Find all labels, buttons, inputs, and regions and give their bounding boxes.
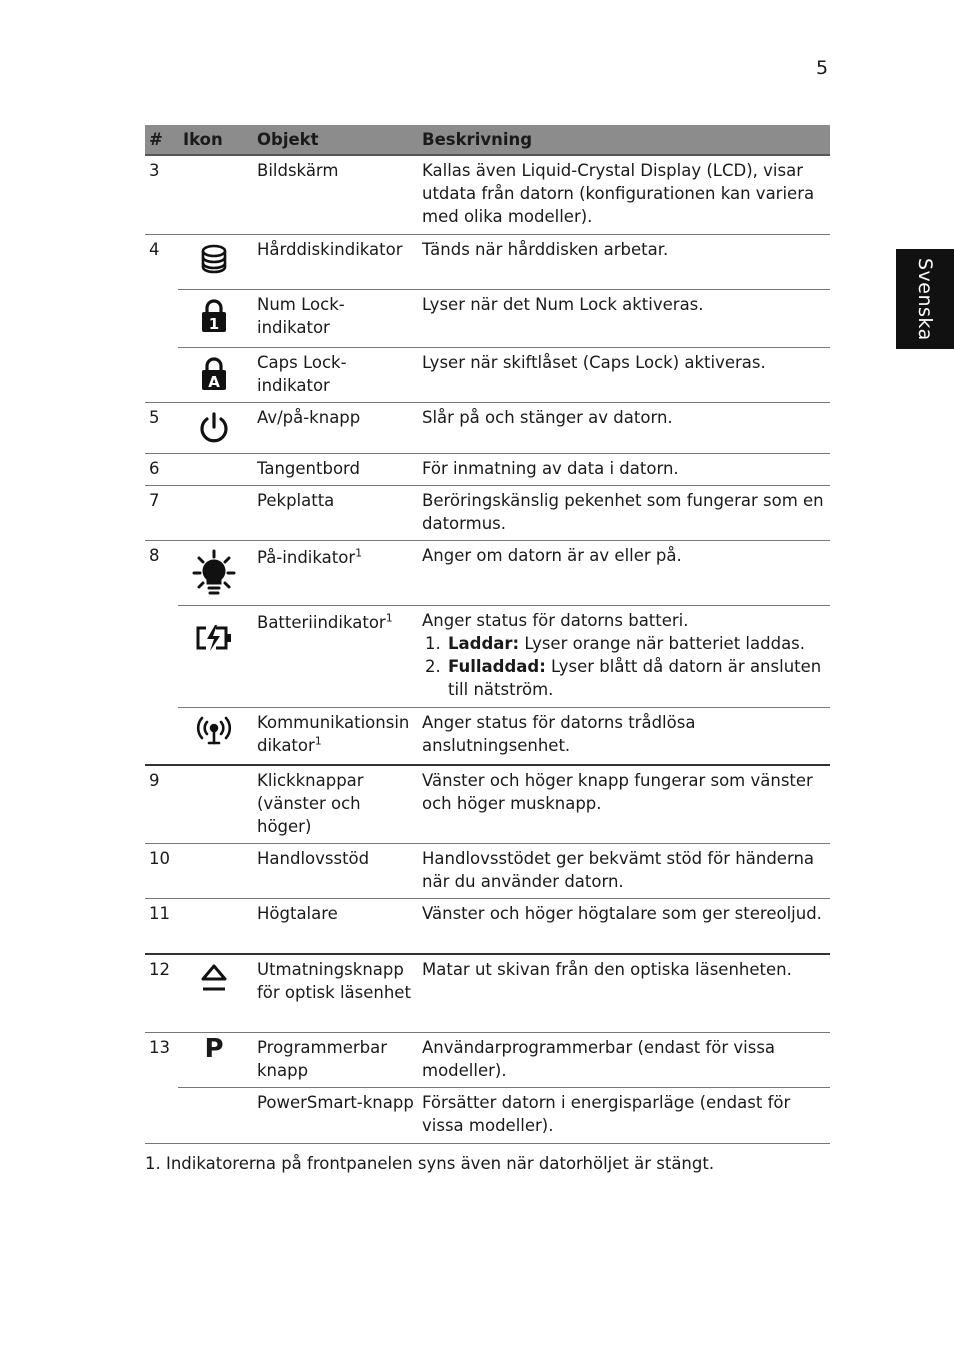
row-num: 9 [149, 771, 160, 790]
row-description: Lyser när det Num Lock aktiveras. [422, 295, 704, 314]
description-text: Anger status för datorns batteri. [422, 611, 689, 630]
table-row [145, 541, 830, 606]
header-icon: Ikon [183, 130, 223, 149]
row-description: För inmatning av data i datorn. [422, 459, 679, 478]
header-description: Beskrivning [422, 130, 533, 149]
row-num: 6 [149, 459, 160, 478]
row-num: 5 [149, 408, 160, 427]
row-object: Klickknappar (vänster och höger) [257, 771, 364, 836]
table-header [145, 125, 830, 156]
row-object: Handlovsstöd [257, 849, 370, 868]
language-tab-label: Svenska [914, 257, 936, 341]
row-num: 13 [149, 1038, 170, 1057]
row-description: Slår på och stänger av datorn. [422, 408, 673, 427]
list-item [446, 632, 830, 655]
num-lock-icon [199, 298, 229, 332]
footnote-ref: 1 [355, 546, 363, 560]
header-num: # [149, 130, 163, 149]
row-object: Caps Lock-indikator [257, 353, 347, 395]
row-object: Programmerbar knapp [257, 1038, 387, 1080]
footnote-ref: 1 [385, 611, 393, 625]
component-table [145, 125, 830, 1144]
table-row [145, 235, 830, 290]
list-text: Lyser blått då datorn är ansluten till nätström. [448, 657, 822, 699]
row-object: Hårddiskindikator [257, 240, 403, 259]
row-description: Lyser när skiftlåset (Caps Lock) aktiveras. [422, 353, 766, 372]
caps-lock-icon [199, 356, 229, 390]
object-text: Kommunikationsindikator [257, 713, 410, 755]
row-description: Anger status för datorns trådlösa anslutningsenhet. [422, 713, 696, 755]
table-row [145, 766, 830, 844]
row-num: 7 [149, 491, 160, 510]
table-row [145, 606, 830, 708]
row-description: Användarprogrammerbar (endast för vissa modeller). [422, 1038, 776, 1080]
wireless-icon [194, 716, 234, 748]
row-num: 8 [149, 546, 160, 565]
table-row [145, 454, 830, 486]
table-row [145, 708, 830, 766]
row-num: 4 [149, 240, 160, 259]
table-row [145, 290, 830, 348]
row-object: Pekplatta [257, 491, 335, 510]
object-text: På-indikator [257, 548, 356, 567]
row-description: Anger om datorn är av eller på. [422, 546, 682, 565]
battery-icon [194, 624, 234, 652]
table-row [145, 844, 830, 899]
row-num: 12 [149, 960, 170, 979]
row-object: PowerSmart-knapp [257, 1093, 414, 1112]
power-icon [197, 411, 231, 445]
row-num: 10 [149, 849, 170, 868]
row-description: Vänster och höger högtalare som ger stereoljud. [422, 904, 822, 923]
row-description: Försätter datorn i energisparläge (endast för vissa modeller). [422, 1093, 791, 1135]
svg-text:A: A [208, 373, 220, 390]
row-object [257, 708, 415, 757]
table-row [145, 1088, 830, 1144]
row-description [422, 606, 830, 701]
page-number: 5 [816, 57, 829, 79]
list-text: Lyser orange när batteriet laddas. [519, 634, 806, 653]
row-object [257, 541, 415, 569]
list-term: Fulladdad: [448, 657, 546, 676]
table-row [145, 899, 830, 955]
row-description: Kallas även Liquid-Crystal Display (LCD), visar utdata från datorn (konfigurationen kan variera med olika modeller). [422, 161, 815, 226]
list-item [446, 655, 830, 701]
row-object: Högtalare [257, 904, 338, 923]
programmable-key-icon: P [204, 1034, 224, 1064]
object-text: Batteriindikator [257, 613, 386, 632]
svg-text:1: 1 [208, 315, 220, 332]
table-row [145, 348, 830, 403]
row-object: Av/på-knapp [257, 408, 361, 427]
row-object: Num Lock-indikator [257, 295, 345, 337]
row-description: Vänster och höger knapp fungerar som vänster och höger musknapp. [422, 771, 813, 813]
row-description: Handlovsstödet ger bekvämt stöd för händerna när du använder datorn. [422, 849, 815, 891]
header-object: Objekt [257, 130, 319, 149]
list-term: Laddar: [448, 634, 520, 653]
power-indicator-icon [192, 549, 236, 597]
table-row [145, 156, 830, 235]
row-num: 11 [149, 904, 170, 923]
row-object [257, 606, 415, 634]
row-description: Tänds när hårddisken arbetar. [422, 240, 669, 259]
row-object: Bildskärm [257, 161, 339, 180]
row-description: Matar ut skivan från den optiska läsenheten. [422, 960, 792, 979]
row-num: 3 [149, 161, 160, 180]
row-object: Tangentbord [257, 459, 361, 478]
footnote-ref: 1 [314, 734, 322, 748]
language-tab [896, 249, 954, 349]
hard-disk-icon [199, 243, 229, 275]
footnote: 1. Indikatorerna på frontpanelen syns även när datorhöljet är stängt. [145, 1154, 715, 1173]
table-row [145, 955, 830, 1033]
table-row [145, 1033, 830, 1088]
table-row [145, 486, 830, 541]
table-row [145, 403, 830, 454]
row-description: Beröringskänslig pekenhet som fungerar som en datormus. [422, 491, 824, 533]
eject-icon [200, 963, 228, 995]
status-list [422, 632, 830, 701]
row-object: Utmatningsknapp för optisk läsenhet [257, 960, 411, 1002]
